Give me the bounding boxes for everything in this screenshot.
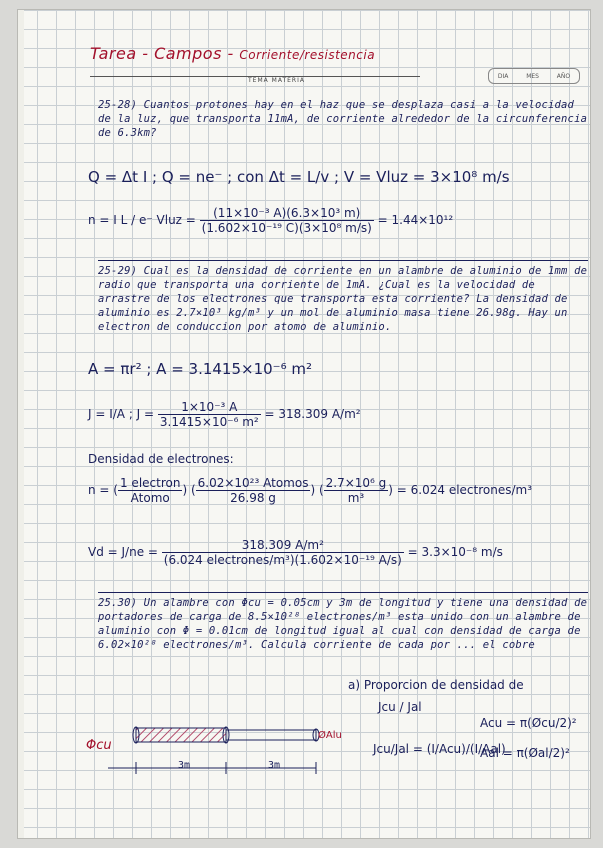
aluminum-wire-segment [226, 730, 316, 740]
current-density-equation [88, 400, 361, 429]
n-f2-denominator: 26.98 g [230, 491, 276, 505]
vd-lhs: Vd = J/ne = [88, 545, 158, 559]
area-equation: A = πr² ; A = 3.1415×10⁻⁶ m² [88, 360, 312, 378]
title-text: Tarea - Campos - [90, 44, 234, 63]
topic-label: TEMA MATERIA [248, 77, 305, 84]
drift-velocity-equation [88, 538, 503, 567]
date-month: MES [526, 72, 539, 80]
page-edge [18, 10, 24, 838]
aluminum-length-label: 3m [268, 760, 281, 771]
density-label: Densidad de electrones: [88, 452, 234, 466]
electron-density-equation: n = ( $\frac{\text{1 electron}}{\text{Atomo}}$ ) ( $\frac{\text{6.02×10²³ Atomos}}{26.98 g}$ ) ( $\frac{\text{2.7×10⁶ g}}{\text{m³}}$ ) = 6.024 electrones/m³ [88, 476, 533, 505]
part-a-label: a) Proporcion de densidad de [348, 678, 524, 692]
j-numerator: 1×10⁻³ A [158, 400, 261, 415]
separator-1 [98, 260, 588, 261]
ratio-equation: Jcu/Jal = (I/Acu)/(I/Aal) [373, 742, 506, 756]
n-f3-numerator: 2.7×10⁶ g [325, 476, 387, 490]
j-denominator: 3.1415×10⁻⁶ m² [159, 415, 259, 429]
separator-2 [98, 592, 588, 593]
problem-25-28-equation-1: Q = Δt I ; Q = ne⁻ ; con Δt = L/v ; V = Vluz = 3×10⁸ m/s [88, 168, 510, 186]
phi-cu-label: Φcu [86, 738, 112, 753]
j-lhs: J = I/A ; J = [88, 407, 155, 421]
date-year: AÑO [556, 72, 571, 80]
n-factor-1 [118, 476, 182, 505]
wire-diagram [88, 718, 348, 788]
area-cu: Acu = π(Øcu/2)² [480, 716, 577, 730]
vd-result: = 3.3×10⁻⁸ m/s [407, 545, 503, 559]
n-f2-numerator: 6.02×10²³ Atomos [197, 476, 309, 490]
date-day: DIA [497, 72, 509, 80]
n-lhs: n = [88, 483, 110, 497]
copper-length-label: 3m [178, 760, 191, 771]
date-box [488, 68, 580, 84]
notebook-page [18, 10, 590, 838]
n-f1-numerator: 1 electron [119, 476, 181, 490]
eq2-numerator: (11×10⁻³ A)(6.3×10³ m) [200, 206, 374, 221]
vd-denominator: (6.024 electrones/m³)(1.602×10⁻¹⁹ A/s) [163, 553, 402, 567]
eq2-lhs: n = I L / e⁻ Vluz [88, 213, 182, 227]
problem-25-28-text: 25-28) Cuantos protones hay en el haz que se desplaza casi a la velocidad de la luz, que transporta 11mA, de corriente alrededor de la circunferencia de 6.3km? [98, 99, 588, 139]
eq2-denominator: (1.602×10⁻¹⁹ C)(3×10⁸ m/s) [201, 221, 372, 235]
page-title [90, 44, 375, 63]
vd-numerator: 318.309 A/m² [162, 538, 404, 553]
problem-25-29-text: 25-29) Cual es la densidad de corriente en un alambre de aluminio de 1mm de radio que transporta una corriente de 1mA. ¿Cual es la velocidad de arrastre de los electrones que transporta esta corriente? La densidad de aluminio es 2.7×10³ kg/m³ y un mol de aluminio masa tiene 26.98g. Hay un electron de conduccion por atomo de aluminio. [98, 265, 588, 333]
part-a-ratio-label: Jcu / Jal [378, 700, 422, 714]
j-fraction [158, 400, 261, 429]
eq2-fraction [200, 206, 374, 235]
n-factor-3 [324, 476, 389, 505]
j-result: = 318.309 A/m² [264, 407, 361, 421]
copper-wire-segment [136, 728, 226, 742]
subtitle-text: Corriente/resistencia [239, 48, 376, 62]
n-f1-denominator: Atomo [130, 491, 170, 505]
vd-fraction [162, 538, 404, 567]
n-f3-denominator: m³ [347, 491, 365, 505]
area-al: Aal = π(Øal/2)² [480, 746, 570, 760]
problem-25-28-equation-2: n = I L / e⁻ Vluz = $\frac{\text{(11×10⁻³ A)(6.3×10³ m)}}{\text{(1.602×10⁻¹⁹ C)(3×10⁸ m/s)}}$ = 1.44×10¹² [88, 206, 454, 235]
problem-25-30-text: 25.30) Un alambre con Φcu = 0.05cm y 3m de longitud y tiene una densidad de portadores de carga de 8.5×10²⁸ electrones/m³ esta unido con un alambre de aluminio con Φ = 0.01cm de longitud igual al cual con densidad de carga de 6.02×10²⁸ electrones/m³. Calcula corriente de cada por ... el cobre [98, 597, 588, 651]
eq2-result: = 1.44×10¹² [377, 213, 454, 227]
n-result: = 6.024 electrones/m³ [396, 483, 533, 497]
phi-al-label: ØAlu [318, 730, 342, 741]
n-factor-2 [196, 476, 311, 505]
